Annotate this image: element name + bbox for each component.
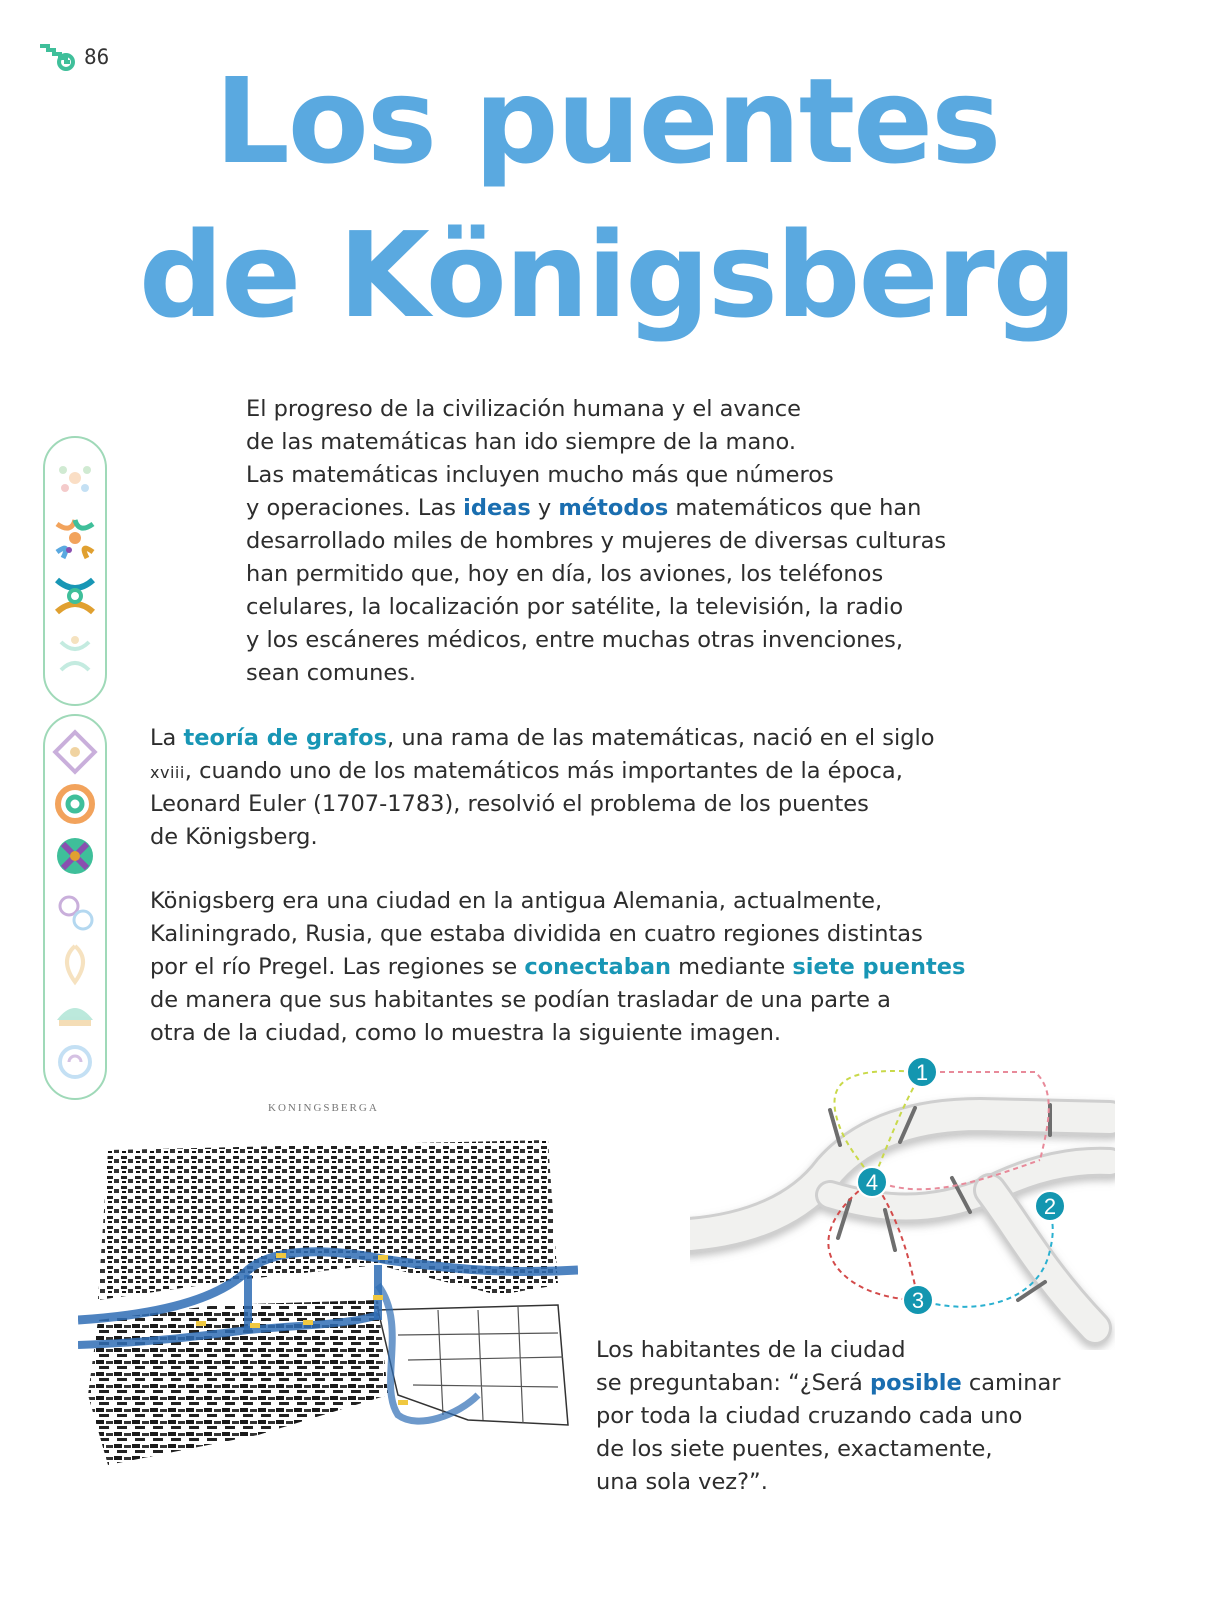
- page-number-text: 86: [84, 45, 110, 69]
- century-numeral: xviii: [150, 763, 185, 782]
- intro-line: de las matemáticas han ido siempre de la mano.: [246, 429, 797, 455]
- city-line: otra de la ciudad, como lo muestra la siguiente imagen.: [150, 1020, 782, 1046]
- graph-line: [150, 722, 935, 755]
- cultural-symbols-icon: [47, 716, 103, 1094]
- keyword-conectaban: conectaban: [524, 954, 672, 980]
- city-line: Königsberg era una ciudad en la antigua Alemania, actualmente,: [150, 888, 883, 914]
- city-line: Kaliningrado, Rusia, que estaba dividida en cuatro regiones distintas: [150, 921, 923, 947]
- keyword-posible: posible: [870, 1370, 962, 1396]
- text: caminar: [961, 1370, 1061, 1396]
- graph-line: de Königsberg.: [150, 824, 318, 850]
- text: y: [530, 495, 559, 521]
- question-line: de los siete puentes, exactamente,: [596, 1436, 993, 1462]
- text: mediante: [671, 954, 793, 980]
- city-line: [150, 951, 965, 984]
- bridge: [830, 1110, 840, 1145]
- text: por el río Pregel. Las regiones se: [150, 954, 525, 980]
- text: matemáticos que han: [668, 495, 922, 521]
- symbol-icon-column-top: [43, 436, 107, 706]
- graph-line: Leonard Euler (1707-1783), resolvió el problema de los puentes: [150, 791, 869, 817]
- intro-line: [246, 492, 921, 525]
- symbol-icon-column-bottom: [43, 714, 107, 1100]
- graph-node-label: 3: [911, 1288, 925, 1313]
- intro-line: Las matemáticas incluyen mucho más que números: [246, 462, 834, 488]
- keyword-teoria-de-grafos: teoría de grafos: [183, 725, 388, 751]
- page-title-line1: Los puentes: [214, 52, 1000, 190]
- city-line: de manera que sus habitantes se podían trasladar de una parte a: [150, 987, 891, 1013]
- cultural-symbols-icon: [47, 438, 103, 700]
- keyword-siete-puentes: siete puentes: [792, 954, 966, 980]
- text: se preguntaban: “¿Será: [596, 1370, 870, 1396]
- text: , cuando uno de los matemáticos más importantes de la época,: [184, 758, 903, 784]
- graph-line: [150, 755, 903, 789]
- keyword-ideas: ideas: [463, 495, 531, 521]
- intro-line: han permitido que, hoy en día, los aviones, los teléfonos: [246, 561, 884, 587]
- intro-line: El progreso de la civilización humana y el avance: [246, 396, 802, 422]
- map-caption: KONINGSBERGA: [268, 1102, 379, 1114]
- graph-node-label: 1: [915, 1060, 929, 1085]
- page-title-line2: de Königsberg: [138, 206, 1076, 344]
- graph-node-label: 2: [1043, 1194, 1057, 1219]
- text: La: [150, 725, 184, 751]
- text: y operaciones. Las: [246, 495, 464, 521]
- intro-line: sean comunes.: [246, 660, 417, 686]
- question-line: por toda la ciudad cruzando cada uno: [596, 1403, 1023, 1429]
- intro-line: celulares, la localización por satélite, la televisión, la radio: [246, 594, 904, 620]
- question-line: una sola vez?”.: [596, 1469, 768, 1495]
- bridges-graph: [690, 1050, 1115, 1350]
- keyword-metodos: métodos: [558, 495, 669, 521]
- intro-line: y los escáneres médicos, entre muchas otras invenciones,: [246, 627, 904, 653]
- old-city-map: [78, 1095, 578, 1475]
- graph-node-label: 4: [865, 1170, 879, 1195]
- text: , una rama de las matemáticas, nació en el siglo: [387, 725, 935, 751]
- question-line: [596, 1367, 1061, 1400]
- intro-line: desarrollado miles de hombres y mujeres de diversas culturas: [246, 528, 947, 554]
- question-line: Los habitantes de la ciudad: [596, 1337, 906, 1363]
